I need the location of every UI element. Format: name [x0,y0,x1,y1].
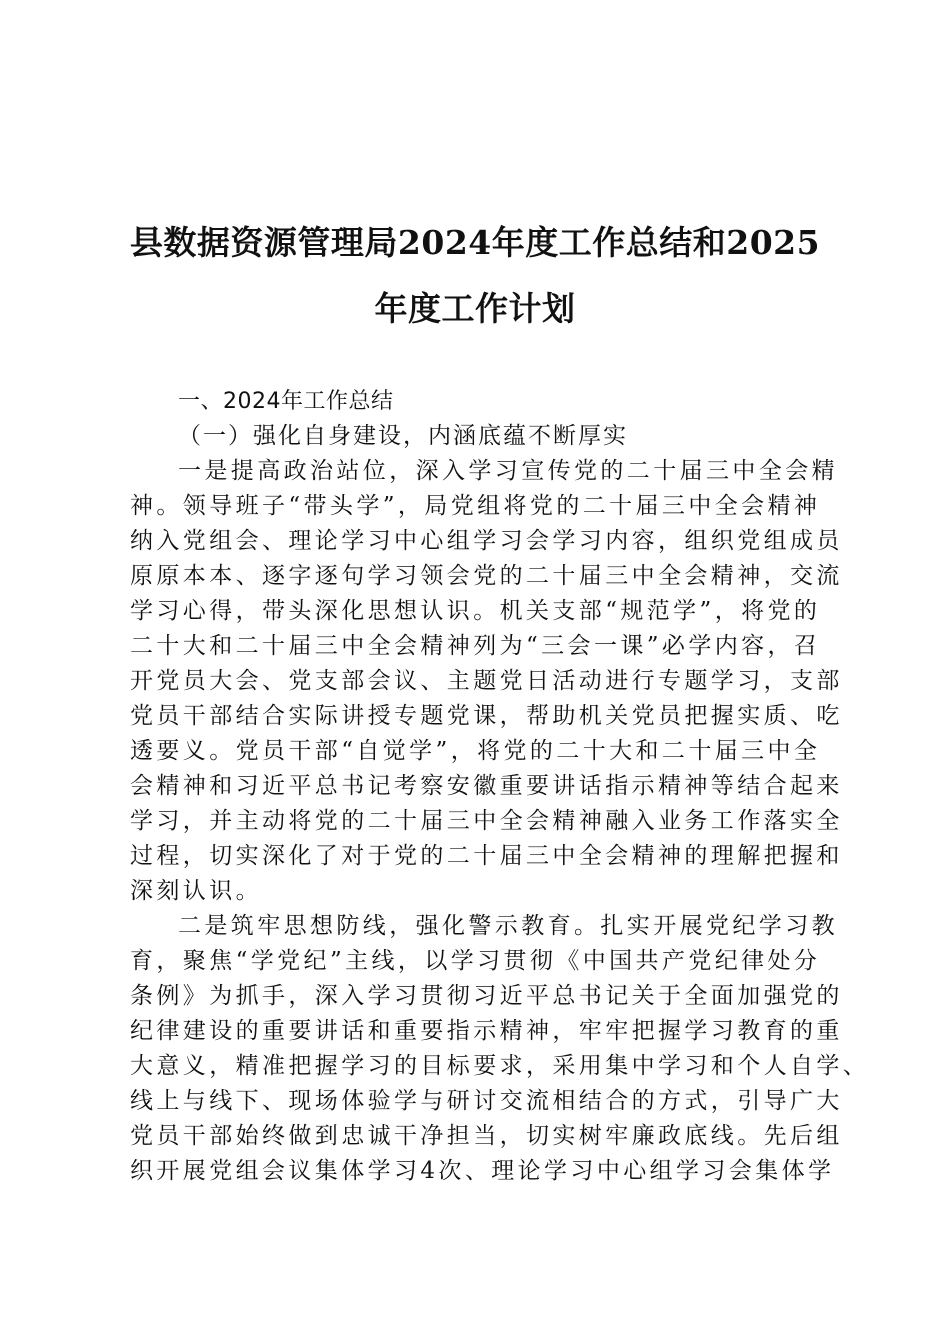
paragraph-line: 神。领导班子“带头学”，局党组将党的二十届三中全会精神 [130,493,821,519]
section-heading-1: 一、2024年工作总结 [178,389,394,414]
paragraph-line: 会精神和习近平总书记考察安徽重要讲话指示精神等结合起来 [130,773,843,799]
paragraph-1 [130,454,843,909]
paragraph-line: 开党员大会、党支部会议、主题党日活动进行专题学习，支部 [130,668,843,694]
paragraph-line: 深刻认识。 [130,878,262,904]
paragraph-line: 学习心得，带头深化思想认识。机关支部“规范学”，将党的 [130,598,821,624]
paragraph-line: 原原本本、逐字逐句学习领会党的二十届三中全会精神，交流 [130,563,843,589]
paragraph-line: 一是提高政治站位，深入学习宣传党的二十届三中全会精 [178,458,838,484]
subsection-heading-1: （一）强化自身建设，内涵底蕴不断厚实 [178,423,628,449]
paragraph-line: 学习，并主动将党的二十届三中全会精神融入业务工作落实全 [130,808,843,834]
paragraph-line: 过程，切实深化了对于党的二十届三中全会精神的理解把握和 [130,843,843,869]
paragraph-line: 纳入党组会、理论学习中心组学习会学习内容，组织党组成员 [130,528,843,554]
paragraph-line: 育，聚焦“学党纪”主线，以学习贯彻《中国共产党纪律处分 [130,948,821,974]
paragraph-line: 条例》为抓手，深入学习贯彻习近平总书记关于全面加强党的 [130,983,843,1009]
paragraph-line: 党员干部结合实际讲授专题党课，帮助机关党员把握实质、吃 [130,703,843,729]
paragraph-2 [130,909,870,1189]
paragraph-line: 大意义，精准把握学习的目标要求，采用集中学习和个人自学、 [130,1053,870,1079]
paragraph-line: 二是筑牢思想防线，强化警示教育。扎实开展党纪学习教 [178,913,838,939]
paragraph-line: 线上与线下、现场体验学与研讨交流相结合的方式，引导广大 [130,1088,843,1114]
paragraph-line: 二十大和二十届三中全会精神列为“三会一课”必学内容，召 [130,633,821,659]
document-title-line-1: 县数据资源管理局2024年度工作总结和2025 [129,223,821,262]
paragraph-line: 透要义。党员干部“自觉学”，将党的二十大和二十届三中全 [130,738,821,764]
paragraph-line: 织开展党组会议集体学习4次、理论学习中心组学习会集体学 [130,1158,835,1184]
paragraph-line: 党员干部始终做到忠诚干净担当，切实树牢廉政底线。先后组 [130,1123,843,1149]
document-body [130,384,870,1189]
paragraph-line: 纪律建设的重要讲话和重要指示精神，牢牢把握学习教育的重 [130,1018,843,1044]
document-title-line-2: 年度工作计划 [374,289,576,328]
